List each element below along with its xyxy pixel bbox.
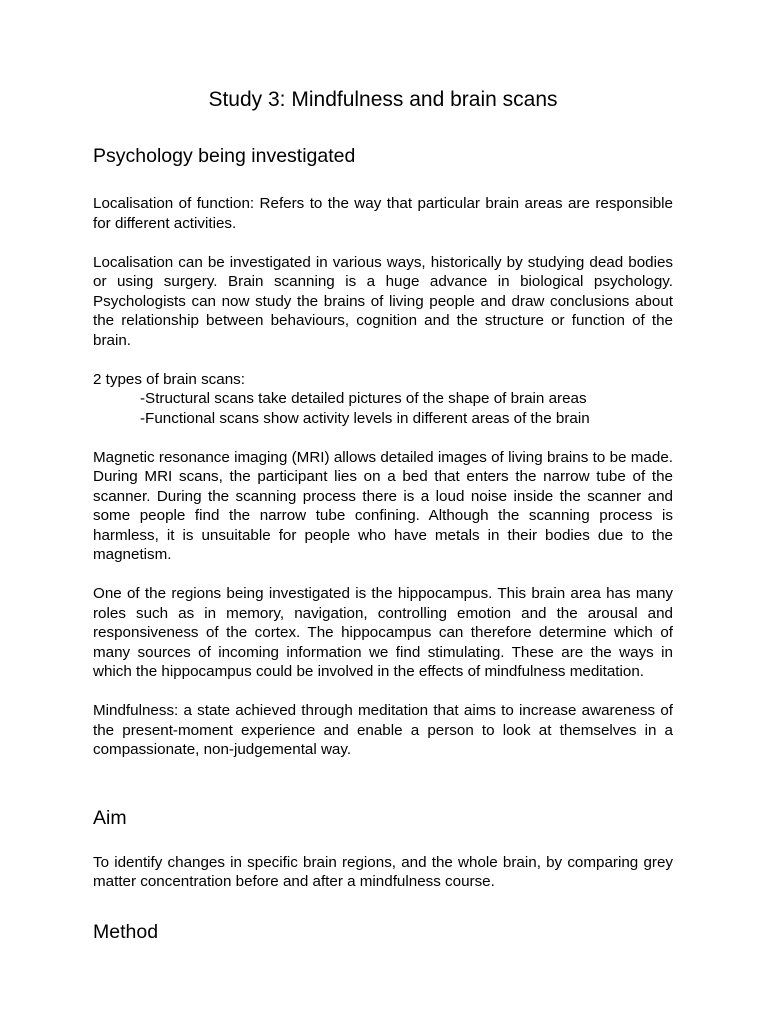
section-heading-method: Method (93, 920, 159, 943)
paragraph-localisation-investigation: Localisation can be investigated in various ways, historically by studying dead bodies or using surgery. Brain scanning is a huge advance in biological psychology. Psychologists can now study the brains of living people and draw conclusions about the relationship between behaviours, cognition and the structure or function of the brain. (93, 253, 673, 349)
list-item-structural-scans: -Structural scans take detailed pictures of the shape of brain areas (140, 390, 587, 407)
section-heading-psychology: Psychology being investigated (93, 145, 356, 167)
paragraph-mri: Magnetic resonance imaging (MRI) allows detailed images of living brains to be made. During MRI scans, the participant lies on a bed that enters the narrow tube of the scanner. During the scanning process there is a loud noise inside the scanner and some people find the narrow tube confining. Although the scanning process is harmless, it is unsuitable for people who have metals in their bodies due to the magnetism. (93, 448, 673, 563)
section-heading-aim: Aim (93, 806, 127, 829)
document-title: Study 3: Mindfulness and brain scans (208, 88, 558, 111)
document-content (93, 86, 673, 945)
brain-scan-types-intro: 2 types of brain scans: (93, 370, 245, 388)
paragraph-hippocampus: One of the regions being investigated is the hippocampus. This brain area has many roles such as in memory, navigation, controlling emotion and the arousal and responsiveness of the cortex. The hippocampus can therefore determine which of many sources of incoming information we find stimulating. These are the ways in which the hippocampus could be involved in the effects of mindfulness meditation. (93, 585, 673, 680)
paragraph-aim: To identify changes in specific brain regions, and the whole brain, by comparing grey matter concentration before and after a mindfulness course. (93, 853, 673, 890)
list-item-functional-scans: -Functional scans show activity levels in different areas of the brain (140, 409, 590, 427)
paragraph-mindfulness-definition: Mindfulness: a state achieved through meditation that aims to increase awareness of the present-moment experience and enable a person to look at themselves in a compassionate, non-judgemental way. (93, 702, 673, 758)
paragraph-localisation-definition: Localisation of function: Refers to the way that particular brain areas are responsible for different activities. (93, 195, 673, 232)
